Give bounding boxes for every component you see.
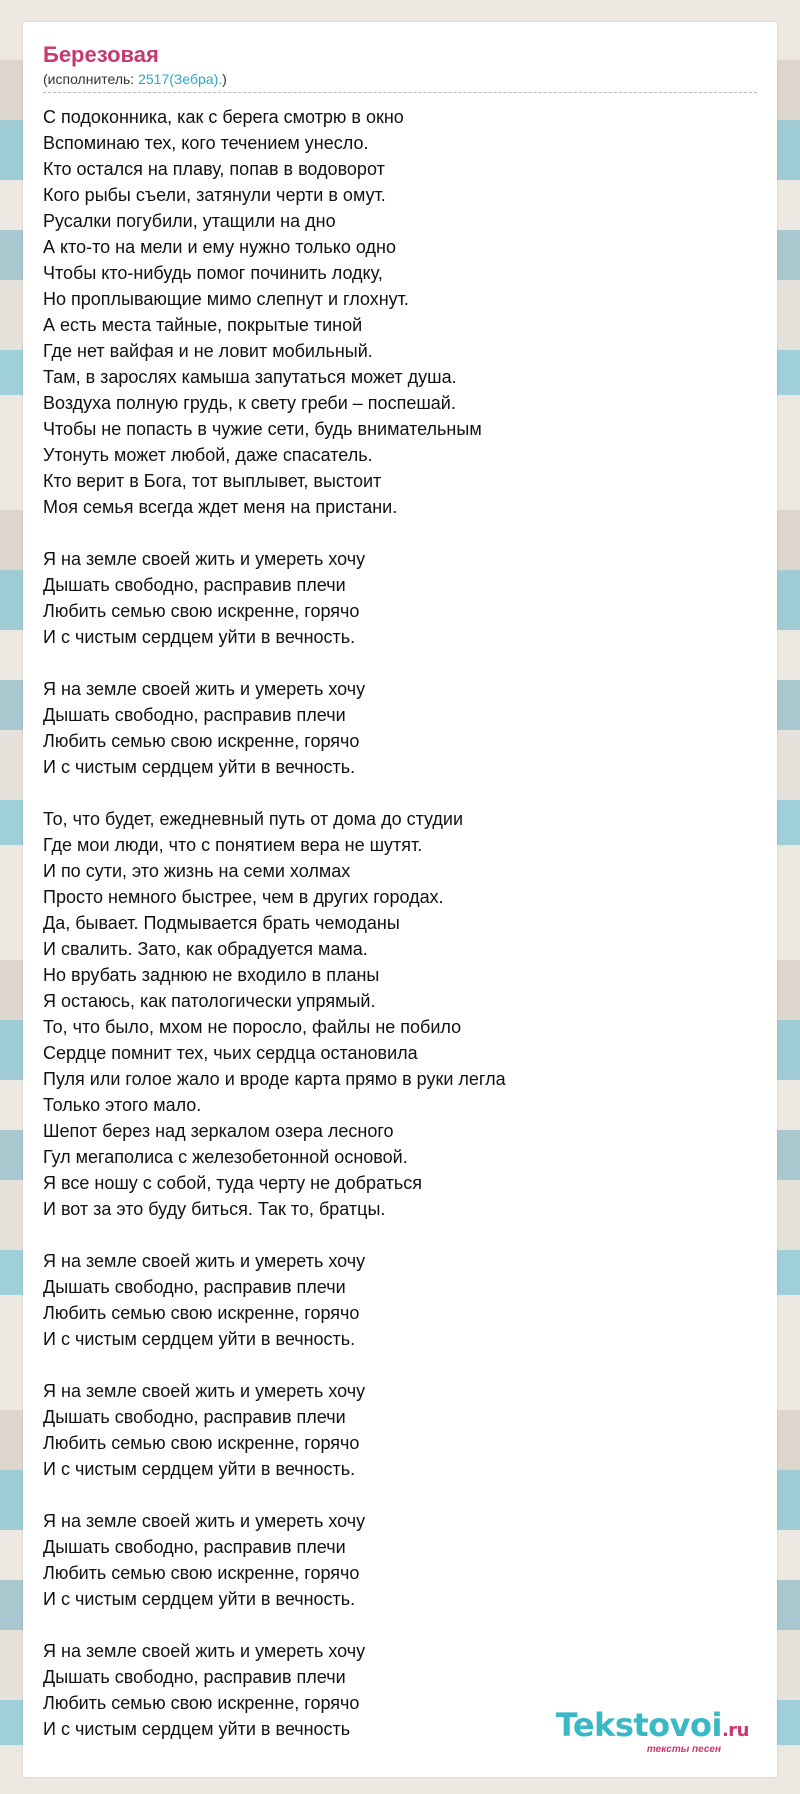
lyrics-blank-line [43, 650, 757, 676]
lyrics-line: Просто немного быстрее, чем в других городах. [43, 887, 444, 907]
lyrics-line: А кто-то на мели и ему нужно только одно [43, 237, 396, 257]
lyrics-line: Шепот берез над зеркалом озера лесного [43, 1121, 394, 1141]
lyrics-line: Я на земле своей жить и умереть хочу [43, 1381, 366, 1401]
lyrics-line: То, что будет, ежедневный путь от дома до студии [43, 809, 464, 829]
lyrics-line: Только этого мало. [43, 1095, 202, 1115]
lyrics-line: Дышать свободно, расправив плечи [43, 705, 346, 725]
lyrics-line: То, что было, мхом не поросло, файлы не побило [43, 1017, 462, 1037]
lyrics-line: Где мои люди, что с понятием вера не шутят. [43, 835, 423, 855]
lyrics-line: И с чистым сердцем уйти в вечность. [43, 1459, 356, 1479]
site-logo[interactable] [556, 1708, 749, 1755]
lyrics-line: Где нет вайфая и не ловит мобильный. [43, 341, 373, 361]
lyrics-line: И с чистым сердцем уйти в вечность. [43, 627, 356, 647]
lyrics-line: Я остаюсь, как патологически упрямый. [43, 991, 376, 1011]
lyrics-line: А есть места тайные, покрытые тиной [43, 315, 363, 335]
lyrics-line: Дышать свободно, расправив плечи [43, 1277, 346, 1297]
lyrics-line: Но проплывающие мимо слепнут и глохнут. [43, 289, 409, 309]
lyrics-line: Чтобы кто-нибудь помог починить лодку, [43, 263, 383, 283]
lyrics-line: И вот за это буду биться. Так то, братцы. [43, 1199, 386, 1219]
lyrics-line: Я на земле своей жить и умереть хочу [43, 1511, 366, 1531]
lyrics-line: И по сути, это жизнь на семи холмах [43, 861, 351, 881]
lyrics-line: Дышать свободно, расправив плечи [43, 1407, 346, 1427]
lyrics-line: Дышать свободно, расправив плечи [43, 575, 346, 595]
lyrics-line: Да, бывает. Подмывается брать чемоданы [43, 913, 400, 933]
lyrics-line: Любить семью свою искренне, горячо [43, 1433, 360, 1453]
lyrics-line: И с чистым сердцем уйти в вечность. [43, 1589, 356, 1609]
lyrics-line: Вспоминаю тех, кого течением унесло. [43, 133, 369, 153]
lyrics-line: Моя семья всегда ждет меня на пристани. [43, 497, 398, 517]
logo-name: Tekstovoi [555, 1706, 722, 1744]
lyrics-line: Дышать свободно, расправив плечи [43, 1667, 346, 1687]
lyrics-line: Дышать свободно, расправив плечи [43, 1537, 346, 1557]
lyrics-line: Я на земле своей жить и умереть хочу [43, 679, 366, 699]
lyrics-line: Любить семью свою искренне, горячо [43, 601, 360, 621]
lyrics-line: Любить семью свою искренне, горячо [43, 731, 360, 751]
lyrics-line: Я на земле своей жить и умереть хочу [43, 1251, 366, 1271]
lyrics-line: Воздуха полную грудь, к свету греби – поспешай. [43, 393, 456, 413]
lyrics-line: Гул мегаполиса с железобетонной основой. [43, 1147, 408, 1167]
lyrics-line: Утонуть может любой, даже спасатель. [43, 445, 373, 465]
lyrics-line: Русалки погубили, утащили на дно [43, 211, 336, 231]
lyrics-blank-line [43, 1612, 757, 1638]
lyrics-text [43, 104, 757, 1742]
artist-line [43, 70, 757, 88]
lyrics-line: Я на земле своей жить и умереть хочу [43, 549, 366, 569]
lyrics-line: Сердце помнит тех, чьих сердца остановила [43, 1043, 418, 1063]
lyrics-line: Там, в зарослях камыша запутаться может душа. [43, 367, 457, 387]
song-header [43, 42, 757, 88]
lyrics-line: С подоконника, как с берега смотрю в окно [43, 107, 404, 127]
lyrics-blank-line [43, 780, 757, 806]
lyrics-line: Кого рыбы съели, затянули черти в омут. [43, 185, 386, 205]
lyrics-line: Кто остался на плаву, попав в водоворот [43, 159, 385, 179]
song-title: Березовая [43, 42, 159, 67]
logo-wordmark [556, 1708, 749, 1748]
artist-prefix: (исполнитель: [43, 71, 139, 87]
lyrics-line: Кто верит в Бога, тот выплывет, выстоит [43, 471, 382, 491]
lyrics-line: Я на земле своей жить и умереть хочу [43, 1641, 366, 1661]
lyrics-line: Пуля или голое жало и вроде карта прямо в руки легла [43, 1069, 506, 1089]
lyrics-line: Но врубать заднюю не входило в планы [43, 965, 380, 985]
lyrics-blank-line [43, 1222, 757, 1248]
header-divider [43, 92, 757, 93]
lyrics-line: И свалить. Зато, как обрадуется мама. [43, 939, 368, 959]
lyrics-line: Любить семью свою искренне, горячо [43, 1303, 360, 1323]
logo-tld: .ru [721, 1720, 749, 1741]
lyrics-line: И с чистым сердцем уйти в вечность. [43, 1329, 356, 1349]
artist-suffix: ) [222, 71, 227, 87]
lyrics-line: Любить семью свою искренне, горячо [43, 1563, 360, 1583]
artist-link[interactable]: 2517(Зебра). [138, 71, 223, 87]
lyrics-line: Я все ношу с собой, туда черту не добраться [43, 1173, 422, 1193]
logo-tagline: тексты песен [646, 1744, 721, 1755]
lyrics-blank-line [43, 1352, 757, 1378]
lyrics-line: Чтобы не попасть в чужие сети, будь внимательным [43, 419, 482, 439]
lyrics-line: Любить семью свою искренне, горячо [43, 1693, 360, 1713]
lyrics-card [23, 22, 777, 1777]
lyrics-blank-line [43, 1482, 757, 1508]
lyrics-line: И с чистым сердцем уйти в вечность. [43, 757, 356, 777]
lyrics-line: И с чистым сердцем уйти в вечность [43, 1719, 351, 1739]
lyrics-blank-line [43, 520, 757, 546]
